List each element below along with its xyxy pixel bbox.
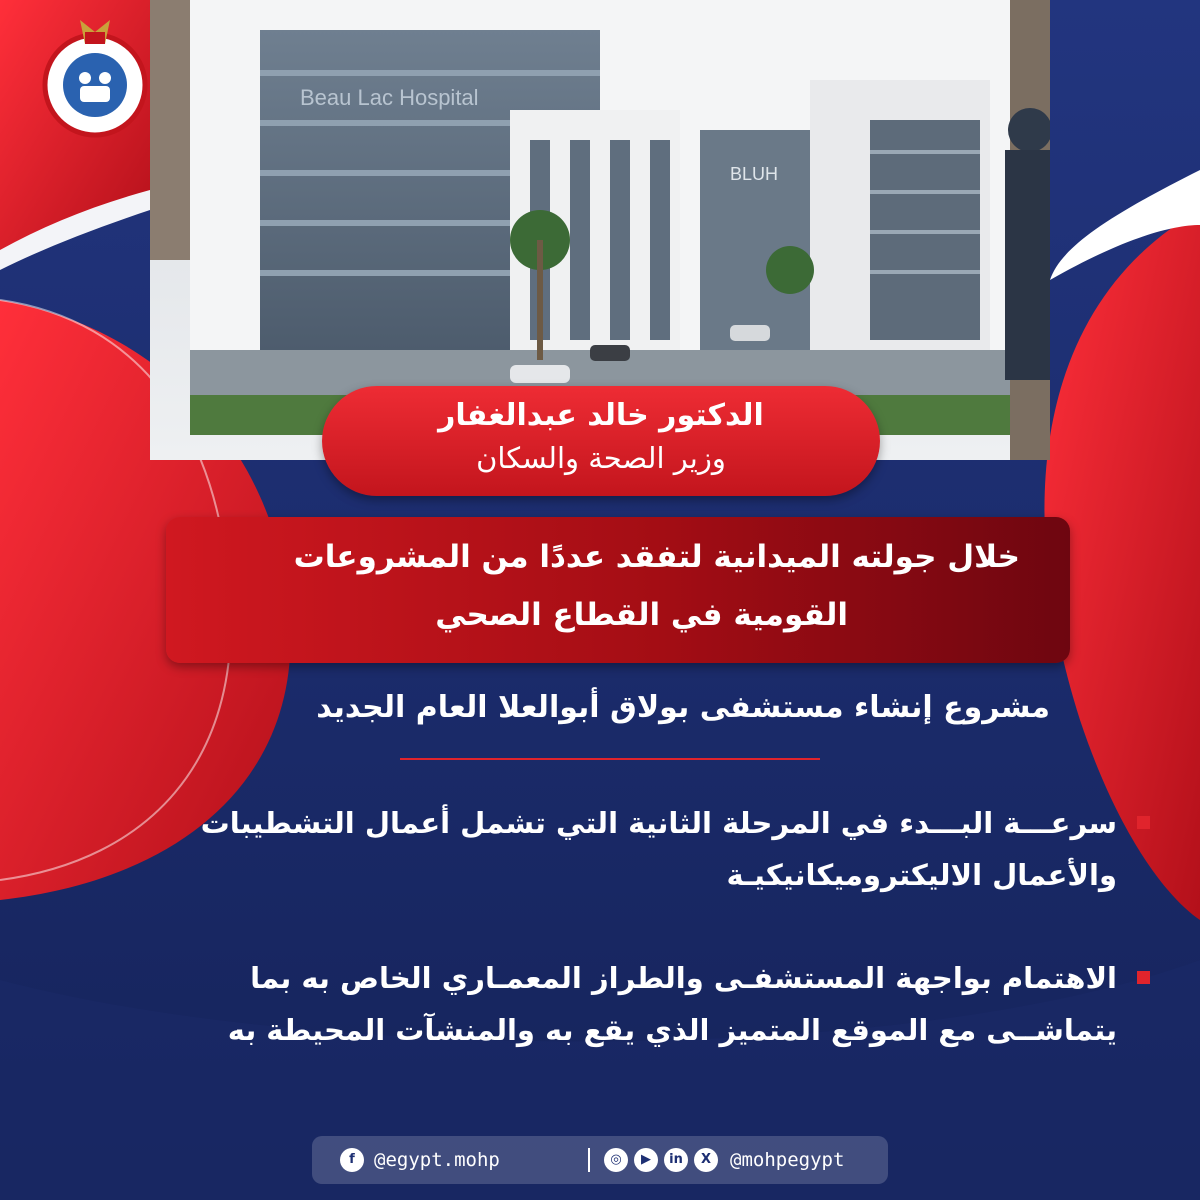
social-footer — [312, 1136, 888, 1184]
headline-banner — [166, 517, 1070, 663]
bullet-item — [100, 797, 1150, 901]
building-sign: Beau Lac Hospital — [300, 85, 479, 110]
linkedin-icon[interactable]: in — [664, 1148, 688, 1172]
minister-title: الدكتور خالد عبدالغفار — [438, 398, 764, 433]
social-handle[interactable]: @mohpegypt — [730, 1149, 845, 1171]
bullet-line-2: يتماشــى مع الموقع المتميز الذي يقع به والمنشآت المحيطة به — [227, 1013, 1117, 1047]
instagram-icon[interactable]: ◎ — [604, 1148, 628, 1172]
bullet-line-1: سرعـــة البـــدء في المرحلة الثانية التي تشمل أعمال التشطيبات — [200, 806, 1117, 840]
footer-separator — [588, 1148, 590, 1172]
bullet-square-icon — [1137, 816, 1150, 829]
facebook-handle[interactable]: @egypt.mohp — [374, 1149, 500, 1171]
facebook-icon[interactable]: f — [340, 1148, 364, 1172]
ministry-logo — [40, 10, 150, 140]
headline-line-1: خلال جولته الميدانية لتفقد عددًا من المشروعات — [293, 539, 1020, 575]
project-title: مشروع إنشاء مستشفى بولاق أبوالعلا العام الجديد — [316, 690, 1050, 725]
bullet-square-icon — [1137, 971, 1150, 984]
minister-role: وزير الصحة والسكان — [476, 441, 726, 475]
bullet-line-1: الاهتمام بواجهة المستشفـى والطراز المعمـاري الخاص به بما — [250, 961, 1117, 995]
headline-line-2: القومية في القطاع الصحي — [435, 597, 848, 633]
bullet-item — [100, 952, 1150, 1056]
building-sign-2: BLUH — [730, 164, 779, 184]
youtube-icon[interactable]: ▶ — [634, 1148, 658, 1172]
minister-name-banner — [322, 386, 880, 496]
bullet-line-2: والأعمال الاليكتروميكانيكيـة — [726, 858, 1117, 892]
x-icon[interactable]: X — [694, 1148, 718, 1172]
title-divider — [400, 758, 820, 760]
